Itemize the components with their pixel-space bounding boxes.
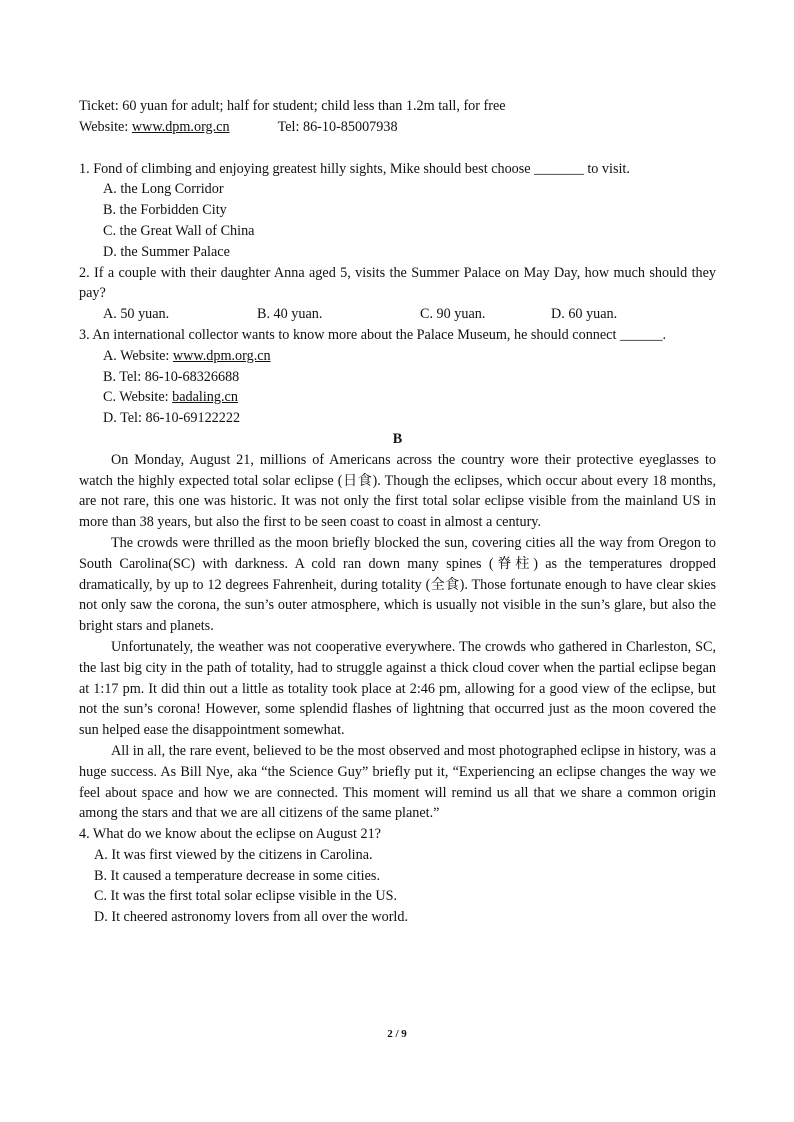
question-3-option-c[interactable]: [79, 387, 716, 408]
question-1-option-a[interactable]: A. the Long Corridor: [103, 181, 224, 198]
question-2-stem: 2. If a couple with their daughter Anna aged 5, visits the Summer Palace on May Day, how much should they pay?: [79, 264, 716, 302]
passage-paragraph: Unfortunately, the weather was not cooperative everywhere. The crowds who gathered in Charleston, SC, the last big city in the path of totality, had to struggle against a thick cloud cover when the partial eclipse began at 1:17 pm. It did thin out a little as totality took place at 2:46 pm, allowing for a good view of the eclipse, but not the sun’s corona! However, some splendid flashes of lightning that occurred just as the moon covered the sun helped ease the disappointment somewhat.: [79, 638, 716, 739]
question-2-option-c[interactable]: C. 90 yuan.: [420, 306, 486, 323]
question-3-option-b[interactable]: B. Tel: 86-10-68326688: [103, 368, 240, 385]
question-3-option-a[interactable]: [79, 346, 716, 367]
tel-info: Tel: 86-10-85007938: [277, 118, 398, 135]
question-2-option-b[interactable]: B. 40 yuan.: [257, 306, 323, 323]
question-4-option-a[interactable]: A. It was first viewed by the citizens in Carolina.: [94, 846, 373, 863]
option-link[interactable]: badaling.cn: [172, 389, 238, 406]
question-4-option-c[interactable]: C. It was the first total solar eclipse visible in the US.: [94, 888, 398, 905]
contact-info: [79, 117, 716, 138]
question-1-option-d[interactable]: D. the Summer Palace: [103, 243, 230, 260]
question-2-option-a[interactable]: A. 50 yuan.: [103, 306, 170, 323]
question-4-option-b[interactable]: B. It caused a temperature decrease in some cities.: [94, 867, 380, 884]
document-body: [79, 96, 716, 928]
option-link[interactable]: www.dpm.org.cn: [172, 347, 271, 364]
question-4-option-d[interactable]: D. It cheered astronomy lovers from all over the world.: [94, 909, 408, 926]
passage-paragraph: All in all, the rare event, believed to be the most observed and most photographed eclipse in history, was a huge success. As Bill Nye, aka “the Science Guy” briefly put it, “Experiencing an eclipse changes the way we feel about space and how we are connected. This moment will remind us all that we share a common origin among the stars and that we are all citizens of the same planet.”: [79, 742, 716, 822]
website-label: Website:: [79, 118, 132, 135]
question-1-stem: 1. Fond of climbing and enjoying greatest hilly sights, Mike should best choose _______ to visit.: [79, 160, 630, 177]
question-3-option-d[interactable]: D. Tel: 86-10-69122222: [103, 410, 241, 427]
option-label: A. Website:: [103, 347, 173, 364]
question-1-option-b[interactable]: B. the Forbidden City: [103, 202, 227, 219]
passage-paragraph: On Monday, August 21, millions of Americans across the country wore their protective eyeglasses to watch the highly expected total solar eclipse (日食). Though the eclipses, which occur about every 18 months, are not rare, this one was historic. It was not only the first total solar eclipse visible from the mainland US in more than 38 years, but also the first to be seen coast to coast in almost a century.: [79, 451, 716, 531]
passage-paragraph: The crowds were thrilled as the moon briefly blocked the sun, covering cities all the way from Oregon to South Carolina(SC) with darkness. A cold ran down many spines (脊柱) as the temperatures dropped dramatically, by up to 12 degrees Fahrenheit, during totality (全食). Those fortunate enough to have clear skies not only saw the corona, the sun’s outer atmosphere, which is usually not visible in the sun’s glare, but also the bright stars and planets.: [79, 534, 716, 635]
question-3-stem: 3. An international collector wants to know more about the Palace Museum, he should connect ______.: [79, 326, 667, 343]
website-link[interactable]: www.dpm.org.cn: [131, 118, 230, 135]
question-1-option-c[interactable]: C. the Great Wall of China: [103, 222, 255, 239]
option-label: C. Website:: [103, 389, 173, 406]
question-4-stem: 4. What do we know about the eclipse on August 21?: [79, 826, 381, 843]
page-number: 2 / 9: [387, 1028, 407, 1040]
section-heading: B: [392, 430, 403, 447]
question-2-option-d[interactable]: D. 60 yuan.: [551, 306, 618, 323]
ticket-info: Ticket: 60 yuan for adult; half for student; child less than 1.2m tall, for free: [79, 98, 506, 114]
question-2-options: [79, 304, 716, 325]
